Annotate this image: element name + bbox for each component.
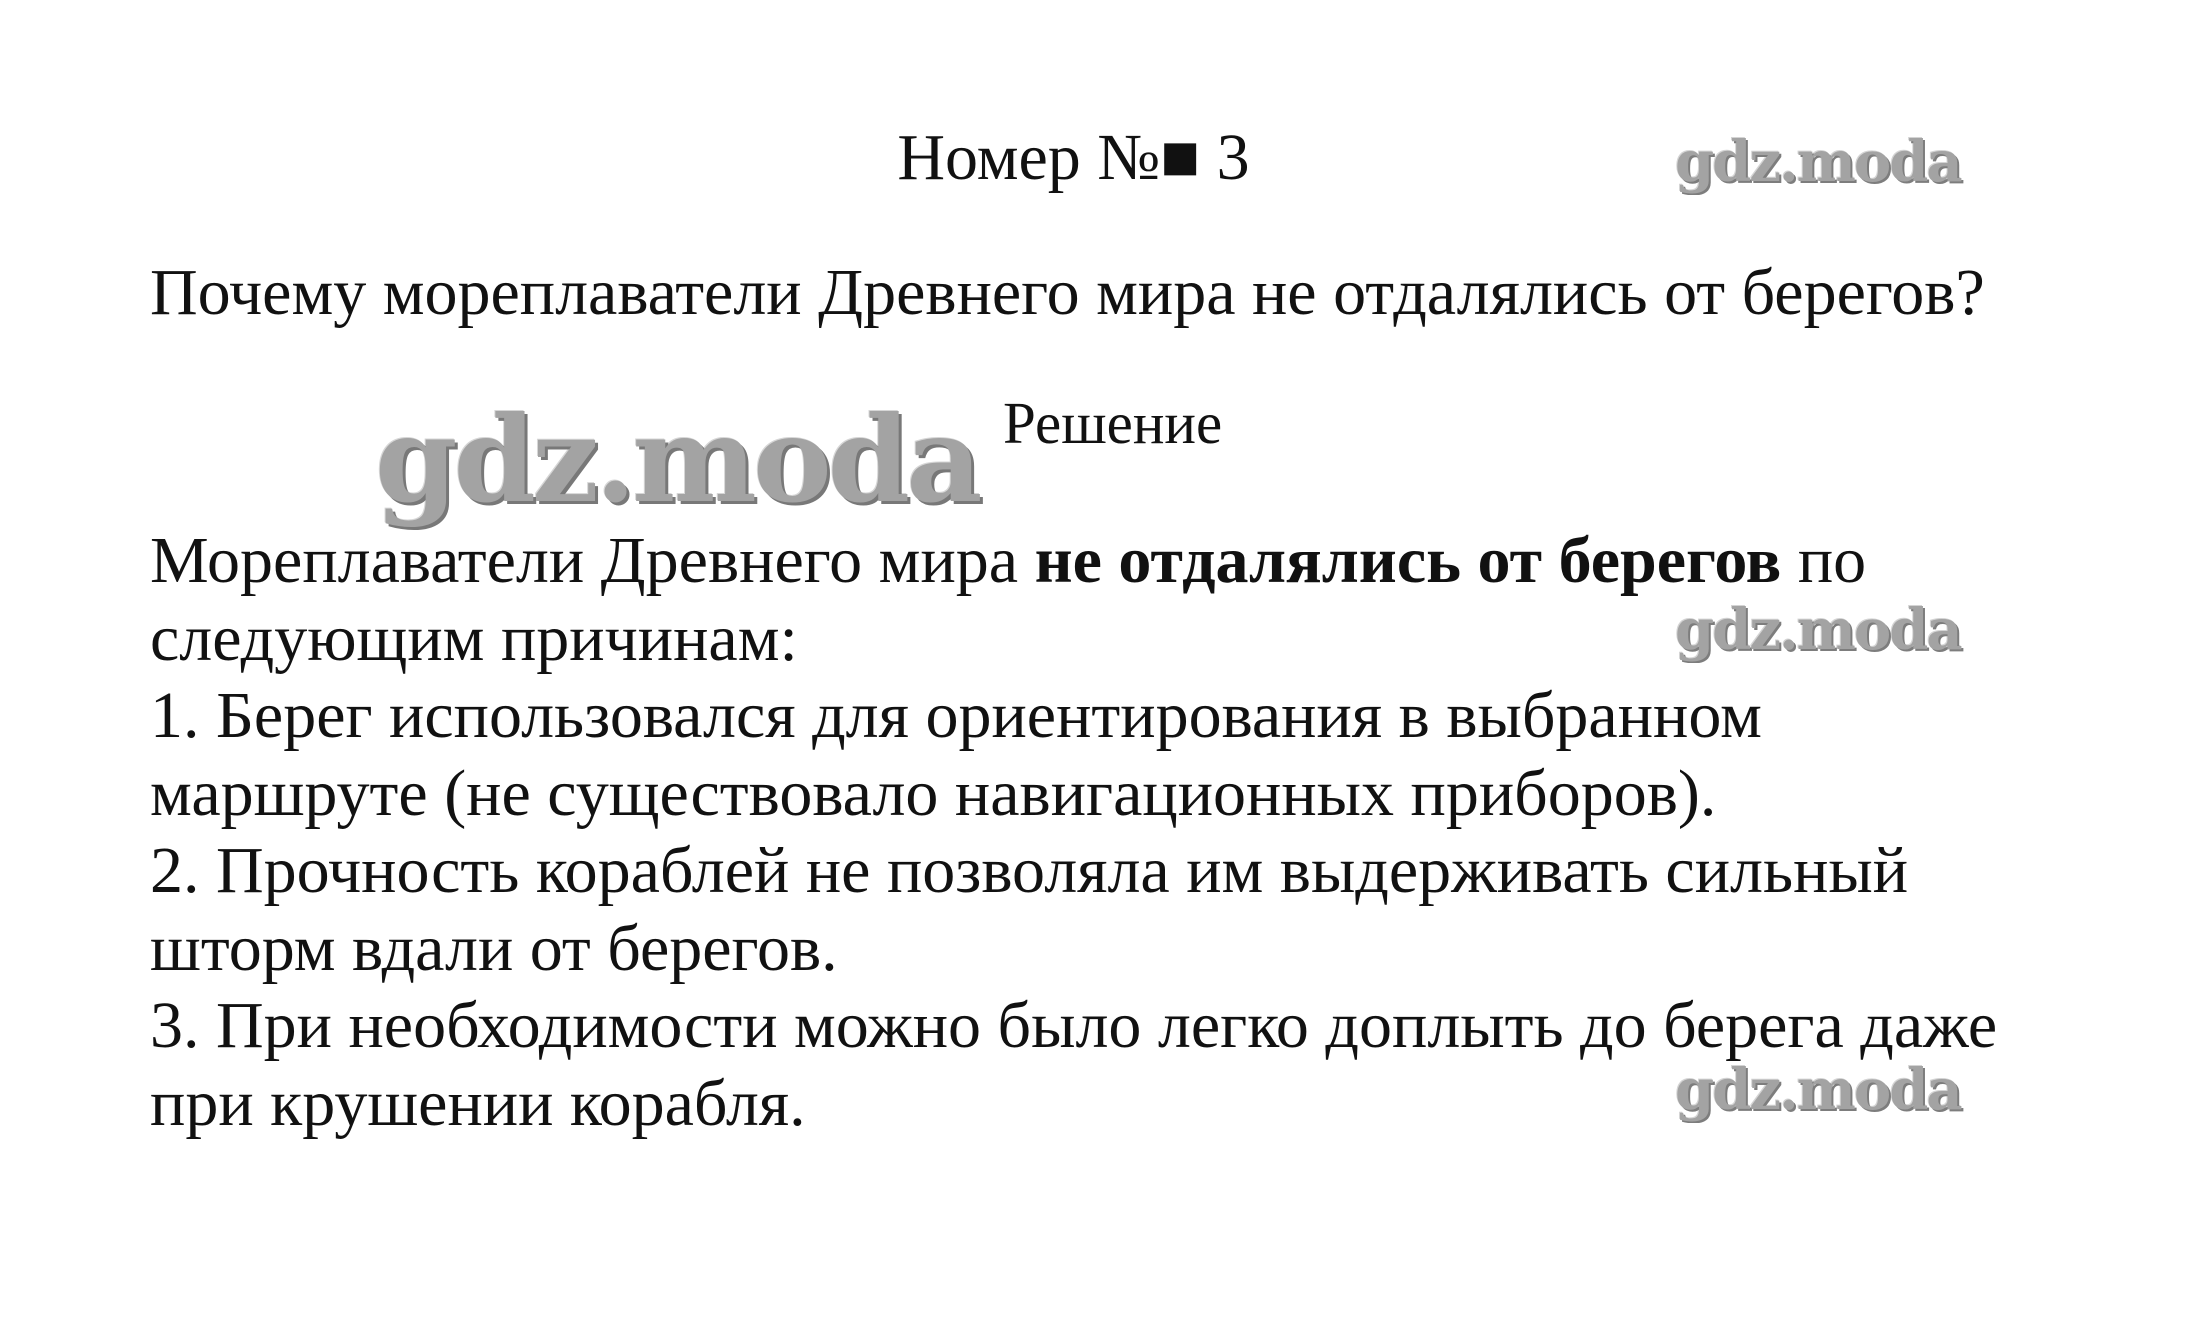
watermark-logo: gdz.moda	[1675, 597, 1961, 663]
answer-intro-line1	[150, 522, 2100, 600]
answer-item1-line2: маршруте (не существовало навигационных приборов).	[150, 756, 1717, 830]
answer-item2-line2: шторм вдали от берегов.	[150, 911, 838, 985]
question-text: Почему мореплаватели Древнего мира не отдалялись от берегов?	[150, 256, 1985, 329]
watermark-logo: gdz.moda	[1675, 129, 1961, 195]
answer-intro-line2: следующим причинам:	[150, 601, 798, 675]
answer-intro-bold: не отдалялись от берегов	[1034, 524, 1782, 597]
answer-item3-line1: 3. При необходимости можно было легко доплыть до берега даже	[150, 989, 1998, 1062]
answer-item2-line1: 2. Прочность кораблей не позволяла им выдерживать сильный	[150, 834, 1909, 907]
heading-number: 3	[1216, 121, 1250, 194]
answer-item3-line2: при крушении корабля.	[150, 1066, 806, 1140]
answer-item1-line1: 1. Берег использовался для ориентирования в выбранном	[150, 679, 1762, 752]
answer-intro-end: по	[1781, 524, 1867, 597]
heading-marker: ■	[1160, 121, 1201, 194]
watermark-logo: gdz.moda	[375, 390, 979, 529]
solution-label: Решение	[1003, 390, 1223, 456]
heading-prefix: Номер №	[897, 121, 1161, 194]
watermark-logo: gdz.moda	[1675, 1057, 1961, 1123]
answer-intro-start: Мореплаватели Древнего мира	[150, 524, 1035, 597]
